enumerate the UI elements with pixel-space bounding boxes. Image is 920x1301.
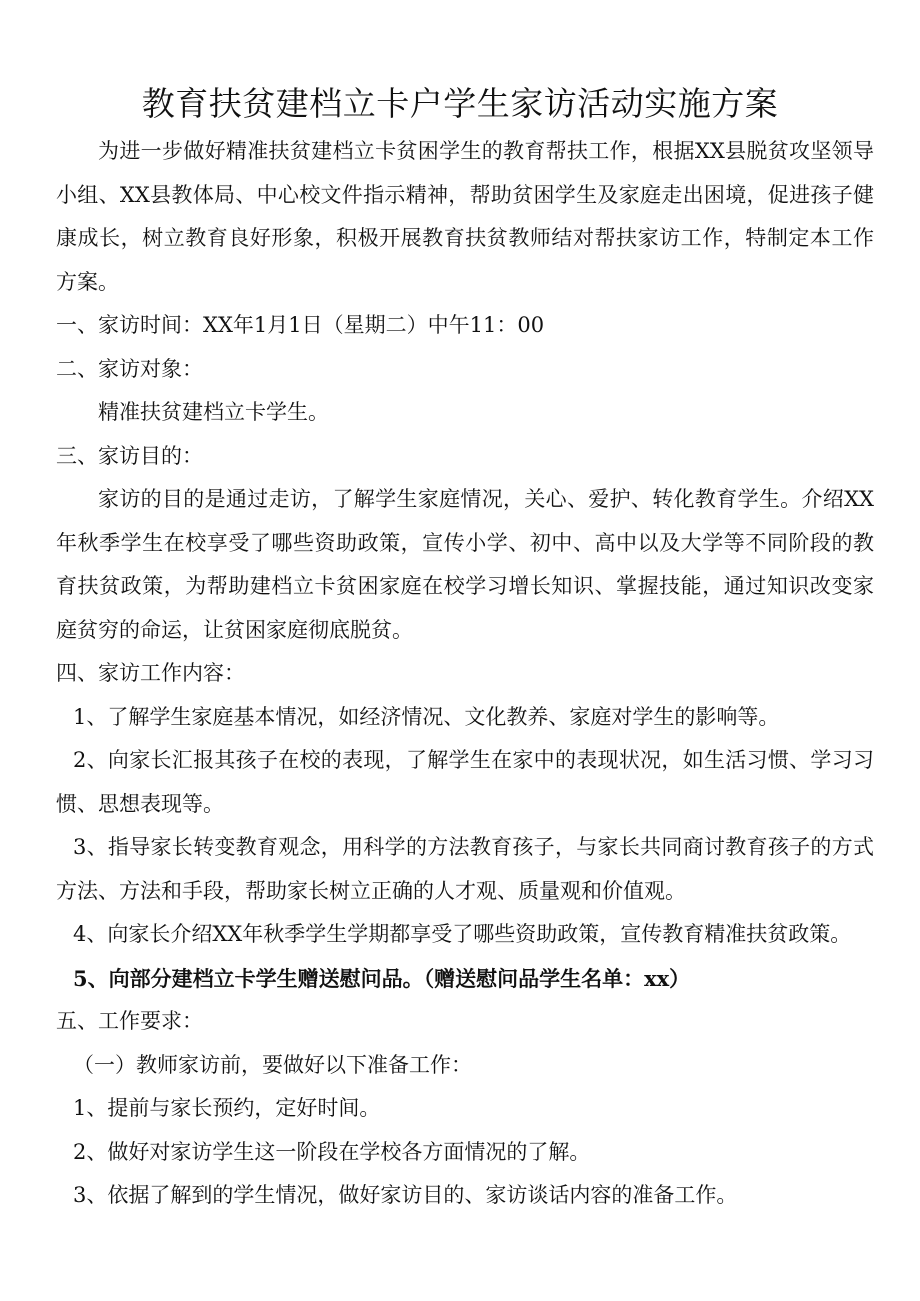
section-4-item-bold: 5、向部分建档立卡学生赠送慰问品。（赠送慰问品学生名单：xx） <box>73 965 691 991</box>
intro-paragraph: 为进一步做好精准扶贫建档立卡贫困学生的教育帮扶工作，根据XX县脱贫攻坚领导小组、XX县教体局、中心校文件指示精神，帮助贫困学生及家庭走出困境，促进孩子健康成长，树立教育良好形象，积极开展教育扶贫教师结对帮扶家访工作，特制定本工作方案。 <box>56 139 874 294</box>
section-2-text: 精准扶贫建档立卡学生。 <box>98 400 329 424</box>
document-title: 教育扶贫建档立卡户学生家访活动实施方案 <box>141 84 779 123</box>
section-5-item: 1、提前与家长预约，定好时间。 <box>73 1096 381 1120</box>
section-4-item: 1、了解学生家庭基本情况，如经济情况、文化教养、家庭对学生的影响等。 <box>73 704 780 729</box>
section-3-heading: 三、家访目的： <box>56 443 203 468</box>
section-5-item: 3、依据了解到的学生情况，做好家访目的、家访谈话内容的准备工作。 <box>73 1183 738 1207</box>
document-body <box>56 130 874 1218</box>
section-4-heading: 四、家访工作内容： <box>56 661 245 685</box>
section-1-time: 一、家访时间：XX年1月1日（星期二）中午11：00 <box>56 313 545 337</box>
section-4-item: 4、向家长介绍XX年秋季学生学期都享受了哪些资助政策，宣传教育精准扶贫政策。 <box>73 922 852 946</box>
section-5-heading: 五、工作要求： <box>56 1009 203 1033</box>
section-2-heading: 二、家访对象： <box>56 356 203 381</box>
section-5-item: 2、做好对家访学生这一阶段在学校各方面情况的了解。 <box>73 1139 591 1164</box>
section-4-item: 3、指导家长转变教育观念，用科学的方法教育孩子，与家长共同商讨教育孩子的方式方法、方法和手段，帮助家长树立正确的人才观、质量观和价值观。 <box>56 835 874 903</box>
section-5-subheading: （一）教师家访前，要做好以下准备工作： <box>73 1052 472 1077</box>
section-4-item: 2、向家长汇报其孩子在校的表现，了解学生在家中的表现状况，如生活习惯、学习习惯、思想表现等。 <box>56 748 874 816</box>
section-3-text: 家访的目的是通过走访，了解学生家庭情况，关心、爱护、转化教育学生。介绍XX年秋季学生在校享受了哪些资助政策，宣传小学、初中、高中以及大学等不同阶段的教育扶贫政策，为帮助建档立卡贫困家庭在校学习增长知识、掌握技能，通过知识改变家庭贫穷的命运，让贫困家庭彻底脱贫。 <box>56 487 874 642</box>
